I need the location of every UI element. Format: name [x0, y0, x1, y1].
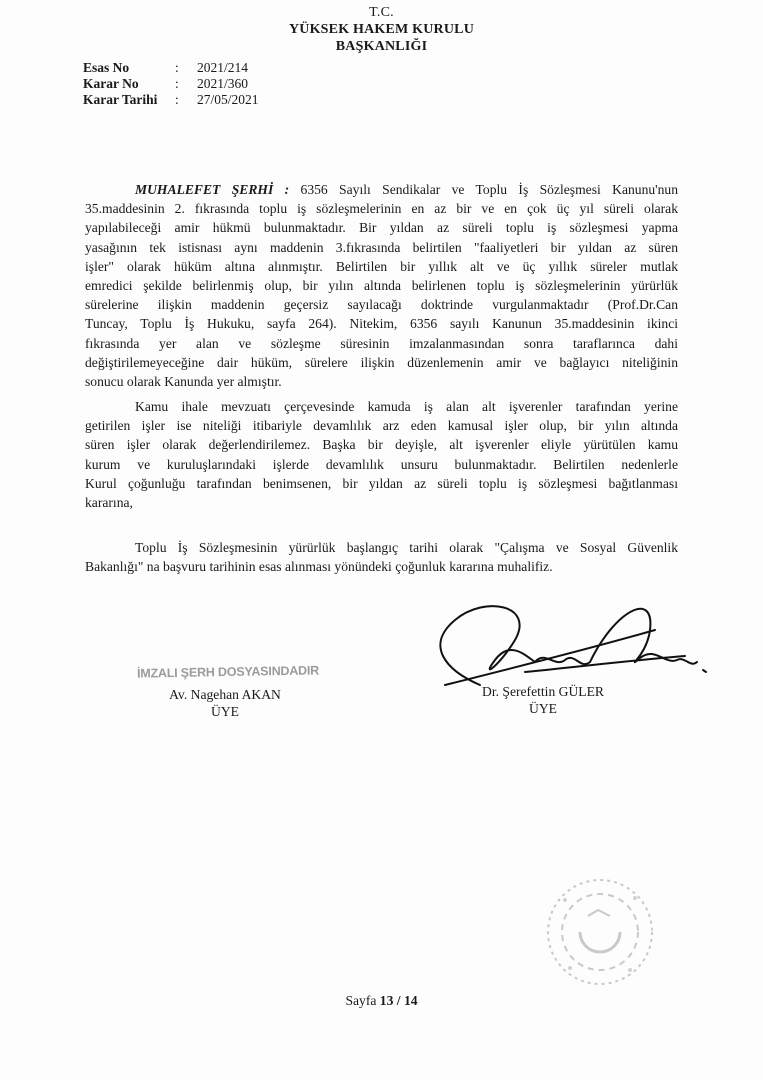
page-separator: / — [393, 993, 404, 1008]
line-text: 6356 Sayılı Sendikalar ve Toplu İş Sözleşmesi Kanunu'nun — [300, 182, 679, 197]
page-label: Sayfa — [345, 993, 380, 1008]
meta-colon: : — [175, 76, 179, 91]
paragraph-line: yapılabileceği amir hükmü bulunmaktadır. Bir yıldan az süreli toplu iş sözleşmesi yapma — [85, 220, 678, 236]
signed-copy-stamp: İMZALI ŞERH DOSYASINDADIR — [136, 663, 320, 681]
paragraph-line: Kamu ihale mevzuatı çerçevesinde kamuda iş alan alt işverenler tarafından yerine — [135, 399, 678, 414]
paragraph-line: Bakanlığı" na başvuru tarihinin esas alınması yönündeki çoğunluk kararına muhalifiz. — [85, 559, 553, 575]
meta-value: 27/05/2021 — [197, 92, 259, 107]
signature-serefettin-guler — [468, 683, 618, 717]
header-presidency: BAŞKANLIĞI — [335, 39, 428, 54]
case-metadata — [83, 60, 259, 108]
paragraph-line: 35.maddesinin 2. fıkrasında toplu iş sözleşmelerinin en az bir ve en çok üç yıl süreli olarak — [85, 201, 678, 217]
total-pages: 14 — [403, 993, 418, 1008]
paragraph-public-procurement — [85, 397, 678, 512]
paragraph-line: Kurul çoğunluğu tarafından benimsenen, bir yıldan az süreli toplu iş sözleşmesi bağıtlanması — [85, 475, 678, 491]
official-seal — [530, 870, 670, 1000]
paragraph-line — [85, 180, 678, 199]
meta-value: 2021/214 — [197, 60, 249, 75]
page-number — [0, 993, 763, 1009]
paragraph-line: sürelerine ilişkin maddenin geçersiz sayılacağı doktrinde vurgulanmaktadır (Prof.Dr.Can — [85, 297, 678, 313]
paragraph-line: yasağının tek istisnası aynı maddenin 3.fıkrasında belirtilen "faaliyetleri bir yıldan az süren — [85, 239, 678, 255]
paragraph-line: Toplu İş Sözleşmesinin yürürlük başlangıç tarihi olarak "Çalışma ve Sosyal Güvenlik — [135, 540, 678, 555]
signatory-role: ÜYE — [529, 701, 557, 716]
meta-colon: : — [175, 92, 179, 107]
meta-value: 2021/360 — [197, 76, 249, 91]
signatory-name: Dr. Şerefettin GÜLER — [482, 684, 604, 699]
paragraph-line: işler" olarak hüküm altına alınmıştır. Belirtilen bir yıllık alt ve üç yıllık süreler mutlak — [85, 258, 678, 274]
paragraph-line: getirilen işler ise niteliği itibariyle devamlılık arz eden kamusal işler olup, bir yılın altında — [85, 418, 678, 434]
paragraph-line: Tuncay, Toplu İş Hukuku, sayfa 264). Nitekim, 6356 sayılı Kanunun 35.maddesinin ikinci — [85, 316, 678, 332]
paragraph-line: sonucu olarak Kanunda yer almıştır. — [85, 374, 282, 390]
signature-nagehan-akan — [150, 686, 300, 720]
paragraph-effective-date — [85, 538, 678, 576]
paragraph-line: değiştirilemeyeceğine dair hüküm, sürelere ilişkin düzenlemenin amir ve bağlayıcı niteliğinin — [85, 354, 678, 370]
paragraph-dissent — [85, 180, 678, 391]
meta-row-karar-tarihi — [83, 92, 259, 108]
signatory-name: Av. Nagehan AKAN — [169, 687, 281, 702]
meta-label: Karar Tarihi — [83, 92, 158, 107]
current-page: 13 — [379, 993, 394, 1008]
meta-row-karar — [83, 76, 259, 92]
dissent-title: MUHALEFET ŞERHİ : — [135, 182, 290, 197]
header-tc: T.C. — [369, 5, 394, 20]
paragraph-line: süren işler olarak değerlendirilemez. Başka bir deyişle, alt işverenler eliyle yürütülen kamu — [85, 437, 678, 453]
signatory-role: ÜYE — [211, 704, 239, 719]
paragraph-line: fıkrasında yer alan ve sözleşme süresinin imzalanmasından sonra taraflarınca dahi — [85, 335, 678, 351]
meta-colon: : — [175, 60, 179, 75]
header-institution: YÜKSEK HAKEM KURULU — [288, 22, 475, 37]
meta-label: Esas No — [83, 60, 130, 75]
paragraph-line: kararına, — [85, 495, 133, 511]
meta-row-esas — [83, 60, 259, 76]
paragraph-line: emredici şekilde belirlenmiş olup, bir yılın altında belirlenen toplu iş sözleşmelerinin yürürlük — [85, 278, 678, 294]
paragraph-line: kurum ve kuruluşlarındaki işlerde devamlılık unsuru bulunmaktadır. Belirtilen nedenlerle — [85, 456, 678, 472]
meta-label: Karar No — [83, 76, 139, 91]
